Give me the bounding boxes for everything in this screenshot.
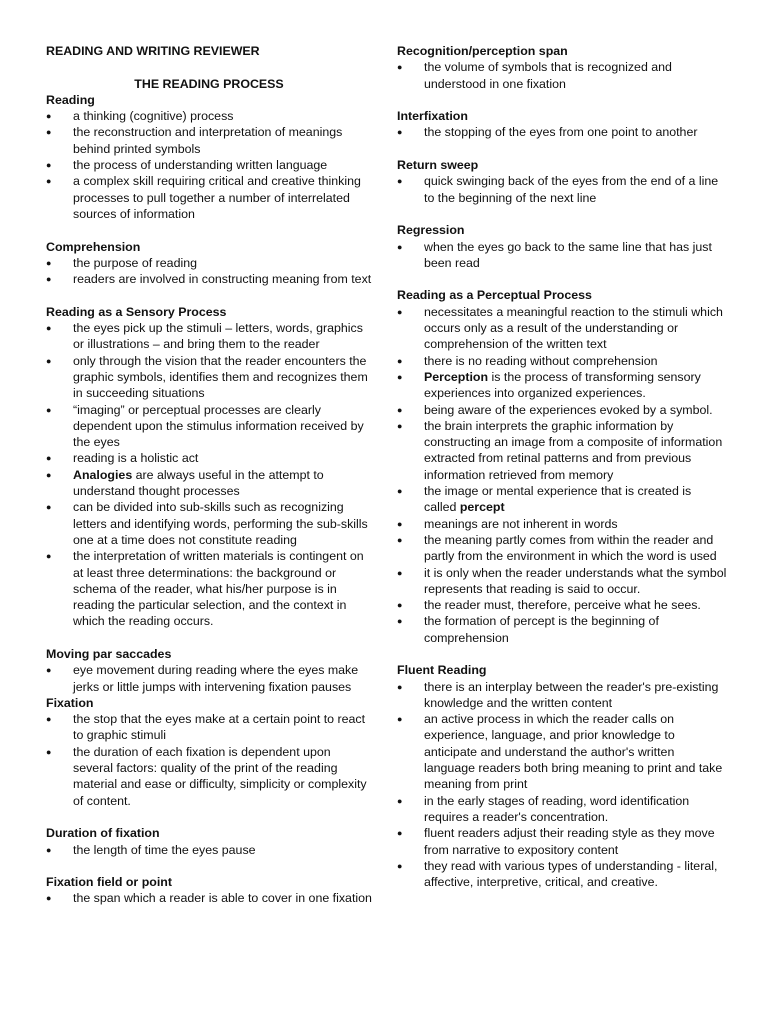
bullet-text: the purpose of reading (73, 255, 197, 270)
section-heading: Return sweep (397, 158, 479, 173)
bullet-text: in the early stages of reading, word identification requires a reader's concentration. (424, 793, 690, 824)
bullet-item (46, 450, 372, 466)
bullet-item (46, 499, 372, 548)
bullet-text: the meaning partly comes from within the reader and partly from the environment in which the word is used (424, 532, 717, 564)
bullet-item (397, 402, 727, 418)
section-reading (46, 92, 372, 222)
bold-term: Analogies (73, 467, 133, 482)
section-heading: Reading (46, 92, 95, 107)
bullet-text: the interpretation of written materials is contingent on at least three determinations: the background or schema of the reader, what his/her purpose is in reading the particular selection, and the context in which the reading occurs. (73, 549, 364, 629)
document-subtitle: THE READING PROCESS (134, 76, 284, 91)
bullet-item (46, 271, 372, 287)
bullet-text: quick swinging back of the eyes from the end of a line to the beginning of the next line (424, 174, 719, 205)
bullet-item (397, 59, 727, 92)
bullet-text: the span which a reader is able to cover in one fixation (73, 891, 372, 906)
section-interfixation (397, 108, 727, 141)
bold-term: Perception (424, 369, 489, 384)
bullet-item (397, 565, 727, 598)
bullet-item (397, 597, 727, 613)
section-fluent-reading (397, 662, 727, 890)
bullet-item (397, 483, 727, 516)
bullet-text: a thinking (cognitive) process (73, 109, 234, 124)
left-column (46, 43, 372, 907)
section-heading: Reading as a Perceptual Process (397, 288, 592, 303)
section-heading: Duration of fixation (46, 826, 160, 841)
bullet-item (46, 108, 372, 124)
bullet-item (46, 548, 372, 629)
bullet-item (397, 858, 727, 891)
right-sections (397, 43, 727, 890)
bullet-text: they read with various types of understanding - literal, affective, interpretive, critical, and creative. (424, 858, 718, 890)
bullet-item (397, 516, 727, 532)
bullet-text: meanings are not inherent in words (424, 516, 618, 531)
bullet-list (397, 173, 727, 206)
bullet-text: fluent readers adjust their reading style as they move from narrative to expository content (424, 826, 715, 857)
left-sections (46, 92, 372, 907)
bullet-item (397, 304, 727, 353)
bullet-text: the duration of each fixation is dependent upon several factors: quality of the print of the reading material and ease or difficulty, simplicity or complexity of content. (73, 744, 367, 808)
bullet-item (46, 711, 372, 744)
bullet-text: “imaging” or perceptual processes are clearly dependent upon the stimulus information received by the eyes (73, 402, 364, 450)
bullet-list (397, 59, 727, 92)
section-return-sweep (397, 157, 727, 206)
bullet-list (46, 842, 372, 858)
bullet-item (397, 173, 727, 206)
bullet-item (46, 467, 372, 500)
bullet-text: the stop that the eyes make at a certain point to react to graphic stimuli (73, 712, 366, 743)
bullet-item (397, 418, 727, 483)
bullet-item (46, 662, 372, 695)
bullet-item (46, 320, 372, 353)
bullet-list (397, 239, 727, 272)
bullet-item (46, 173, 372, 222)
bullet-list (46, 890, 372, 906)
bullet-item (397, 353, 727, 369)
section-heading: Regression (397, 223, 465, 238)
bullet-text: only through the vision that the reader encounters the graphic symbols, identifies them and recognizes them in succeeding situations (73, 353, 368, 401)
bullet-text: can be divided into sub-skills such as recognizing letters and identifying words, performing the sub-skills one at a time does not constitute reading (73, 500, 368, 547)
bullet-list (46, 108, 372, 222)
bullet-text: the formation of percept is the beginning of comprehension (424, 614, 659, 645)
section-heading: Fixation (46, 695, 94, 710)
bullet-list (46, 711, 372, 809)
bullet-item (397, 124, 727, 140)
bullet-list (46, 255, 372, 288)
section-heading: Moving par saccades (46, 646, 172, 661)
bullet-item (397, 532, 727, 565)
section-regression (397, 222, 727, 271)
bullet-text: the volume of symbols that is recognized and understood in one fixation (424, 60, 672, 91)
bullet-text: is the process of transforming sensory experiences into organized experiences. (424, 369, 701, 401)
bullet-item (46, 890, 372, 906)
bullet-item (397, 613, 727, 646)
section-heading: Fluent Reading (397, 663, 487, 678)
section-reading-as-a-perceptual-process (397, 287, 727, 646)
section-heading: Recognition/perception span (397, 44, 568, 58)
bullet-item (46, 402, 372, 451)
bullet-text: the image or mental experience that is created is called (424, 484, 692, 515)
bullet-text: eye movement during reading where the eyes make jerks or little jumps with intervening fixation pauses (73, 663, 359, 694)
bullet-item (46, 124, 372, 157)
bullet-text: the brain interprets the graphic information by constructing an image from a composite of information extracted from retinal patterns and from previous information retrieved from memory (424, 418, 723, 482)
bullet-text: readers are involved in constructing meaning from text (73, 272, 372, 287)
bullet-text: an active process in which the reader calls on experience, language, and prior knowledge to anticipate and understand the author's written language readers both bring meaning to print and take meaning from print (424, 712, 723, 792)
bullet-item (397, 825, 727, 858)
bold-term: percept (459, 500, 505, 515)
section-heading: Fixation field or point (46, 875, 172, 890)
section-fixation-field-or-point (46, 874, 372, 907)
bullet-text: the reader must, therefore, perceive what he sees. (424, 598, 701, 613)
bullet-item (397, 679, 727, 712)
bullet-text: there is an interplay between the reader's pre-existing knowledge and the written content (424, 679, 719, 710)
bullet-text: the reconstruction and interpretation of meanings behind printed symbols (73, 125, 343, 156)
right-column (397, 43, 727, 890)
section-moving-par-saccades (46, 646, 372, 695)
bullet-text: the length of time the eyes pause (73, 842, 256, 857)
bullet-text: it is only when the reader understands what the symbol represents that reading is said to occur. (424, 565, 727, 596)
bullet-item (46, 255, 372, 271)
bullet-text: reading is a holistic act (73, 451, 199, 466)
section-reading-as-a-sensory-process (46, 304, 372, 630)
section-heading: Reading as a Sensory Process (46, 304, 227, 319)
bullet-list (397, 679, 727, 891)
bullet-item (397, 711, 727, 792)
section-recognition-perception-span (397, 43, 727, 92)
bullet-text: the stopping of the eyes from one point to another (424, 125, 698, 140)
section-heading: Comprehension (46, 239, 141, 254)
bullet-text: the process of understanding written language (73, 158, 328, 173)
bullet-text: there is no reading without comprehension (424, 353, 658, 368)
bullet-list (397, 124, 727, 140)
bullet-text: a complex skill requiring critical and creative thinking processes to pull together a number of interrelated sources of information (73, 174, 361, 221)
bullet-item (46, 744, 372, 809)
bullet-text: necessitates a meaningful reaction to the stimuli which occurs only as a result of the understanding or comprehension of the written text (424, 304, 723, 352)
bullet-text: the eyes pick up the stimuli – letters, words, graphics or illustrations – and bring them to the reader (73, 321, 363, 352)
bullet-list (46, 662, 372, 695)
section-comprehension (46, 239, 372, 288)
bullet-text: when the eyes go back to the same line that has just been read (424, 239, 712, 270)
bullet-list (46, 320, 372, 630)
bullet-text: are always useful in the attempt to understand thought processes (73, 467, 324, 499)
bullet-item (397, 239, 727, 272)
bullet-item (46, 157, 372, 173)
bullet-text: being aware of the experiences evoked by a symbol. (424, 402, 713, 417)
section-fixation (46, 695, 372, 809)
bullet-item (46, 842, 372, 858)
bullet-list (397, 304, 727, 646)
bullet-item (397, 793, 727, 826)
section-duration-of-fixation (46, 825, 372, 858)
bullet-item (397, 369, 727, 402)
bullet-item (46, 353, 372, 402)
document-title: READING AND WRITING REVIEWER (46, 44, 260, 58)
section-heading: Interfixation (397, 109, 468, 124)
